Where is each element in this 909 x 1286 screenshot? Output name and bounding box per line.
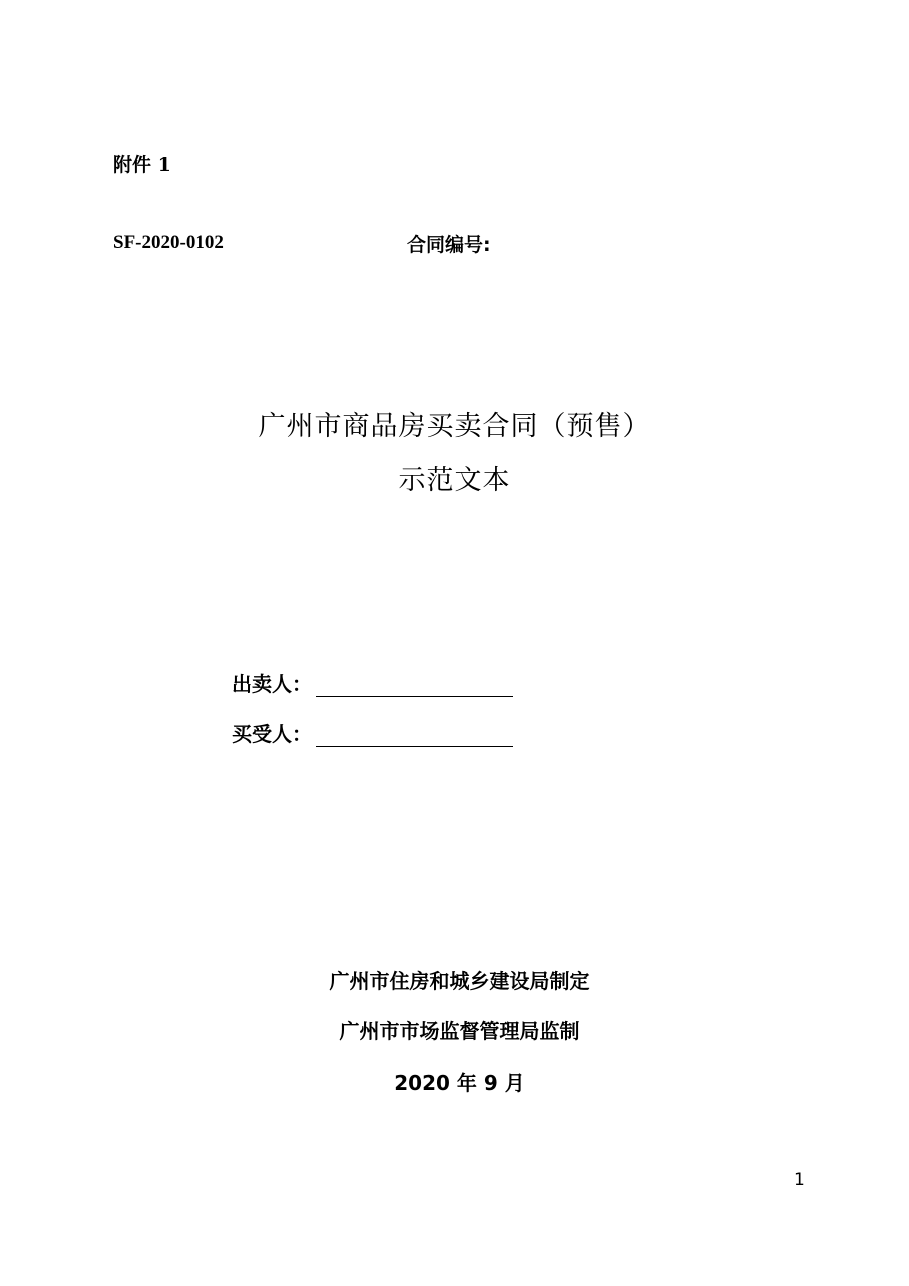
page-number: 1	[794, 1170, 805, 1190]
buyer-label: 买受人：	[232, 722, 312, 746]
buyer-blank-line[interactable]	[316, 722, 513, 747]
supervisor-line: 广州市市场监督管理局监制	[339, 1019, 580, 1043]
seller-label: 出卖人：	[232, 672, 312, 696]
contract-number-label: 合同编号:	[407, 234, 491, 256]
document-subtitle: 示范文本	[398, 465, 511, 496]
document-title: 广州市商品房买卖合同（预售）	[258, 411, 651, 442]
seller-row	[232, 668, 513, 697]
seller-blank-line[interactable]	[316, 672, 513, 697]
buyer-row	[232, 718, 513, 747]
attachment-label: 附件 1	[113, 154, 171, 176]
issue-date: 2020 年 9 月	[394, 1071, 525, 1095]
issuer-line: 广州市住房和城乡建设局制定	[329, 969, 590, 993]
document-code: SF-2020-0102	[113, 232, 224, 253]
